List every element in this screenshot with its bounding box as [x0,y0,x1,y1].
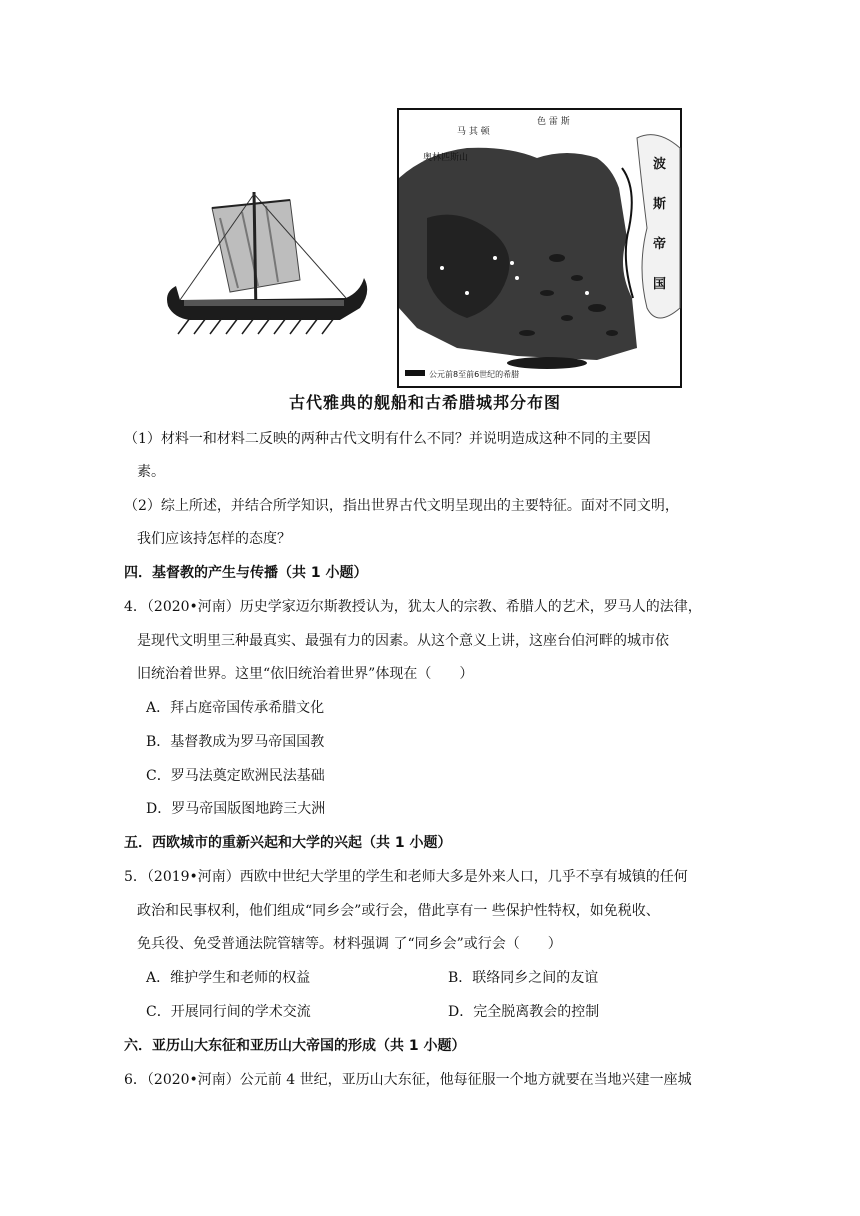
map-label-thrace: 色 雷 斯 [537,117,570,127]
q4-option-b[interactable]: B．基督教成为罗马帝国国教 [146,734,325,750]
q4-stem-line2: 是现代文明里三种最真实、最强有力的因素。从这个意义上讲，这座台伯河畔的城市依 [137,633,669,649]
map-legend-label: 公元前8至前6世纪的希腊 [429,370,520,379]
map-label-persia-2: 斯 [653,197,667,212]
q4-option-c[interactable]: C．罗马法奠定欧洲民法基础 [146,768,325,784]
athenian-ship-image [150,188,382,338]
q5-option-b[interactable]: B．联络同乡之间的友谊 [448,970,599,986]
map-label-olympus: 奥林匹斯山 [423,153,469,163]
section5-heading: 五．西欧城市的重新兴起和大学的兴起（共 1 小题） [124,835,452,851]
q5-option-c[interactable]: C．开展同行间的学术交流 [146,1004,311,1020]
section4-heading: 四．基督教的产生与传播（共 1 小题） [124,565,368,581]
q3-sub2-line1: （2）综上所述，并结合所学知识，指出世界古代文明呈现出的主要特征。面对不同文明， [124,498,679,514]
q5-option-d[interactable]: D．完全脱离教会的控制 [448,1004,600,1020]
q5-stem-line3: 免兵役、免受普通法院管辖等。材料强调 了“同乡会”或行会（ ） [137,936,562,952]
figure-caption: 古代雅典的舰船和古希腊城邦分布图 [288,393,561,412]
figure [150,108,690,418]
q6-stem-line1: 6．（2020•河南）公元前 4 世纪，亚历山大东征，他每征服一个地方就要在当地兴建一座城 [124,1072,692,1088]
q3-sub2-line2: 我们应该持怎样的态度？ [137,531,291,547]
q4-stem-line3: 旧统治着世界。这里“依旧统治着世界”体现在（ ） [137,666,474,682]
map-label-persia-1: 波 [653,157,667,172]
q3-sub1-line2: 素。 [137,464,165,480]
q4-stem-line1: 4．（2020•河南）历史学家迈尔斯教授认为，犹太人的宗教、希腊人的艺术，罗马人的法律， [124,599,702,615]
q4-option-a[interactable]: A．拜占庭帝国传承希腊文化 [146,700,325,716]
map-label-persia-4: 国 [653,277,667,292]
q3-sub1-line1: （1）材料一和材料二反映的两种古代文明有什么不同？并说明造成这种不同的主要因 [124,431,651,447]
q5-stem-line1: 5．（2019•河南）西欧中世纪大学里的学生和老师大多是外来人口，几乎不享有城镇的任何 [124,869,688,885]
q5-option-a[interactable]: A．维护学生和老师的权益 [146,970,311,986]
section6-heading: 六．亚历山大东征和亚历山大帝国的形成（共 1 小题） [124,1038,466,1054]
map-label-persia-3: 帝 [653,237,667,252]
q4-option-d[interactable]: D．罗马帝国版图地跨三大洲 [146,801,326,817]
q5-stem-line2: 政治和民事权利，他们组成“同乡会”或行会，借此享有一 些保护性特权，如免税收、 [137,903,660,919]
map-label-macedonia: 马 其 顿 [457,127,490,137]
greek-city-states-map [397,108,682,388]
